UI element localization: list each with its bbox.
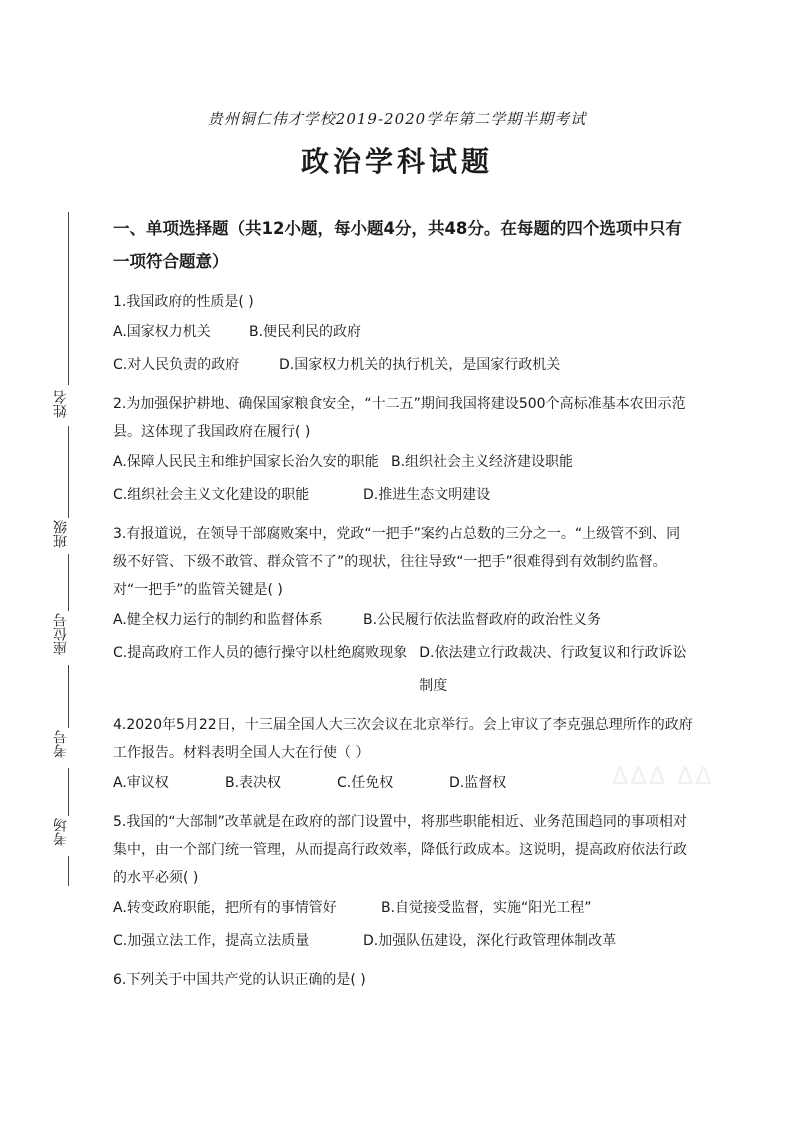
watermark: ΔΔΔ ΔΔ [612, 762, 714, 790]
question-item [113, 966, 693, 994]
question-stem: 3.有报道说，在领导干部腐败案中，党政“一把手”案约占总数的三分之一。“上级管不到、同级不好管、下级不敢管、群众管不了”的现状，往往导致“一把手”很难得到有效制约监督。对“一把手”的监管关键是( ) [113, 526, 681, 598]
question-item [113, 390, 693, 512]
question-stem: 6.下列关于中国共产党的认识正确的是( ) [113, 972, 366, 988]
margin-line [68, 665, 69, 728]
option-row [113, 446, 693, 479]
answer-option: C.对人民负责的政府 [113, 357, 240, 373]
exam-title: 政治学科试题 [300, 145, 493, 178]
option-row [113, 604, 693, 637]
answer-option: D.依法建立行政裁决、行政复议和行政诉讼制度 [419, 645, 687, 694]
answer-option: B.便民利民的政府 [249, 324, 362, 340]
answer-option: D.推进生态文明建设 [363, 487, 491, 503]
answer-option: B.自觉接受监督，实施“阳光工程” [381, 900, 592, 916]
answer-option: A.国家权力机关 [113, 324, 211, 340]
school-header: 贵州铜仁伟才学校2019-2020学年第二学期半期考试 [207, 110, 587, 128]
margin-line [68, 768, 69, 816]
answer-option: B.公民履行依法监督政府的政治性义务 [363, 612, 602, 628]
answer-option: A.审议权 [113, 775, 169, 791]
question-item [113, 520, 693, 703]
question-stem: 1.我国政府的性质是( ) [113, 294, 254, 310]
answer-option: A.保障人民民主和维护国家长治久安的职能 [113, 454, 379, 470]
margin-line [68, 554, 69, 611]
exam-number-label: 考号 [53, 730, 69, 758]
question-item [113, 711, 693, 800]
margin-line [68, 856, 69, 886]
answer-option: B.表决权 [225, 775, 282, 791]
answer-option: D.监督权 [449, 775, 507, 791]
question-item [113, 808, 693, 958]
option-row [113, 316, 693, 349]
question-stem: 2.为加强保护耕地、确保国家粮食安全，“十二五”期间我国将建设500个高标准基本农田示范县。这体现了我国政府在履行( ) [113, 396, 686, 440]
answer-option: B.组织社会主义经济建设职能 [391, 454, 574, 470]
answer-option: C.提高政府工作人员的德行操守以杜绝腐败现象 [113, 645, 408, 661]
question-content [113, 212, 693, 1002]
option-row [113, 767, 693, 800]
question-list [113, 288, 693, 994]
answer-option: D.加强队伍建设，深化行政管理体制改革 [363, 933, 617, 949]
option-row [113, 479, 693, 512]
seat-label: 座位号 [53, 613, 69, 655]
option-row [113, 349, 693, 382]
section-heading: 一、单项选择题（共12小题，每小题4分，共48分。在每题的四个选项中只有一项符合题意） [113, 219, 682, 271]
margin-line [68, 426, 69, 518]
class-label: 班级 [53, 520, 69, 548]
option-row [113, 925, 693, 958]
name-label: 姓名 [53, 390, 69, 418]
option-row [113, 892, 693, 925]
answer-option: C.加强立法工作，提高立法质量 [113, 933, 310, 949]
question-stem: 4.2020年5月22日，十三届全国人大三次会议在北京举行。会上审议了李克强总理所作的政府工作报告。材料表明全国人大在行使（ ） [113, 717, 693, 761]
option-row [113, 637, 693, 703]
answer-option: A.转变政府职能，把所有的事情管好 [113, 900, 337, 916]
question-item [113, 288, 693, 382]
answer-option: A.健全权力运行的制约和监督体系 [113, 612, 323, 628]
answer-option: D.国家权力机关的执行机关，是国家行政机关 [279, 357, 561, 373]
question-stem: 5.我国的“大部制”改革就是在政府的部门设置中，将那些职能相近、业务范围趋同的事项相对集中，由一个部门统一管理，从而提高行政效率，降低行政成本。这说明，提高政府依法行政的水平必须( ) [113, 814, 687, 886]
answer-option: C.任免权 [337, 775, 394, 791]
exam-room-label: 考场 [53, 818, 69, 846]
margin-line [68, 212, 69, 385]
answer-option: C.组织社会主义文化建设的职能 [113, 487, 310, 503]
